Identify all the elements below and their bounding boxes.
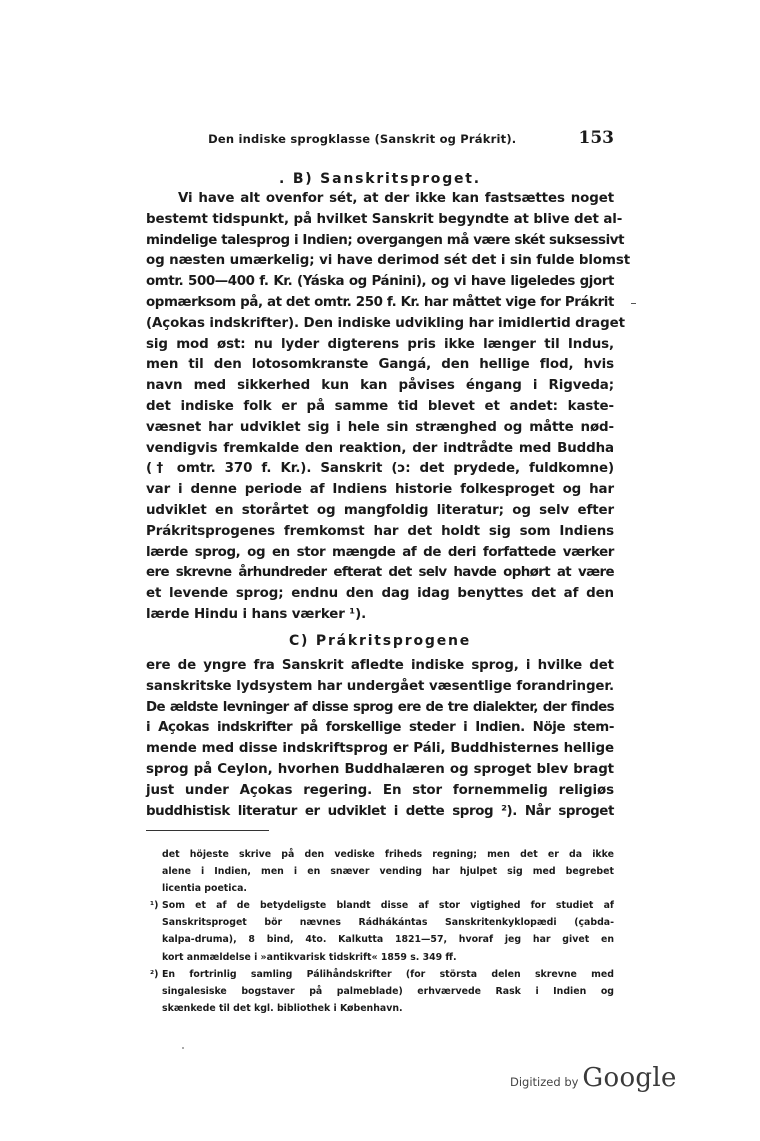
footnote-line: kalpa-druma), 8 bind, 4to. Kalkutta 1821—57, hvoraf jeg har givet en [162,934,614,946]
paragraph-prakrit [146,656,614,822]
margin-mark [631,303,636,304]
footnote-2-line [150,966,614,983]
text-line: buddhistisk literatur er udviklet i dette sprog ²). Når sproget [146,803,614,819]
text-line: Prákritsprogenes fremkomst har det holdt sig som Indiens [146,523,614,539]
footnote-1-line [150,897,614,914]
digitization-watermark [510,1063,677,1093]
text-line: just under Açokas regering. En stor fornemmelig religiøs [146,782,614,798]
text-line: De ældste levninger af disse sprog ere de tre dialekter, der findes [146,699,614,715]
scan-speck [182,1047,184,1049]
footnote-line: det höjeste skrive på den vediske friheds regning; men det er da ikke [162,849,614,860]
text-line: men til den lotosomkranste Gangá, den hellige flod, hvis [146,357,614,373]
text-line: vendigvis fremkalde den reaktion, der indtrådte med Buddha [146,440,614,456]
footnote-1-marker: ¹) [150,900,159,912]
text-line: sprog på Ceylon, hvorhen Buddhalæren og sproget blev bragt [146,761,614,777]
text-line: bestemt tidspunkt, på hvilket Sanskrit begyndte at blive det al- [146,211,623,227]
footnotes [150,846,614,1017]
text-line: og næsten umærkelig; vi have derimod sét det i sin fulde blomst [146,253,631,269]
text-line: opmærksom på, at det omtr. 250 f. Kr. har måttet vige for Prákrit [146,294,614,310]
footnote-line: licentia poetica. [162,883,247,895]
footnote-line: Sanskritsproget bör nævnes Rádhákántas Sanskritenkyklopædi (çabda- [162,917,614,929]
footnote-line: skænkede til det kgl. bibliothek i København. [162,1002,403,1014]
footnote-1-text: Som et af de betydeligste blandt disse af stor vigtighed for studiet af [162,900,614,912]
text-line: var i denne periode af Indiens historie folkesproget og har [146,482,614,498]
page-number: 153 [578,128,614,148]
text-line: sig mod øst: nu lyder digterens pris ikke længer til Indus, [146,336,614,352]
google-logo: Google [582,1063,677,1093]
text-line: Vi have alt ovenfor sét, at der ikke kan fastsættes noget [178,191,614,206]
text-line: udviklet en storårtet og mangfoldig literatur; og selv efter [146,502,614,518]
section-heading-sanskrit: . B) Sanskritsproget. [279,171,481,187]
text-line: i Açokas indskrifter på forskellige steder i Indien. Nöje stem- [146,720,614,736]
text-line: mindelige talesprog i Indien; overgangen må være skét suksessivt [146,232,625,248]
text-line: navn med sikkerhed kun kan påvises éngang i Rigveda; [146,378,614,394]
footnote-line: alene i Indien, men i en snæver vending har hjulpet sig med begrebet [162,866,614,878]
running-head [146,128,614,148]
text-line: væsnet har udviklet sig i hele sin strænghed og måtte nød- [146,419,614,435]
text-line: († omtr. 370 f. Kr.). Sanskrit (ɔ: det prydede, fuldkomne) [146,461,614,477]
paragraph-sanskrit [146,189,631,626]
text-line: (Açokas indskrifter). Den indiske udvikling har imidlertid draget [146,315,625,331]
section-heading-prakrit: C) Prákritsprogene [288,633,472,649]
text-line: lærde sprog, og en stor mængde af de deri forfattede værker [146,544,614,560]
text-line: et levende sprog; endnu den dag idag benyttes det af den [146,586,614,602]
running-title: Den indiske sprogklasse (Sanskrit og Prákrit). [208,132,517,146]
text-line: ere skrevne århundreder efterat det selv havde ophørt at være [146,565,614,581]
footnote-divider [146,830,269,831]
text-line: mende med disse indskriftsprog er Páli, Buddhisternes hellige [146,741,614,757]
text-line: lærde Hindu i hans værker ¹). [146,606,367,622]
footnote-2-marker: ²) [150,968,159,980]
watermark-label: Digitized by [510,1075,579,1089]
text-line: sanskritske lydsystem har undergået væsentlige forandringer. [146,678,614,694]
footnote-line: kort anmældelse i »antikvarisk tidskrift« 1859 s. 349 ff. [162,951,457,963]
text-line: ere de yngre fra Sanskrit afledte indiske sprog, i hvilke det [146,658,614,673]
footnote-line: singalesiske bogstaver på palmeblade) erhværvede Rask i Indien og [162,985,614,997]
footnote-2-text: En fortrinlig samling Pálihåndskrifter (for största delen skrevne med [162,968,614,980]
text-line: omtr. 500—400 f. Kr. (Yáska og Pánini), og vi have ligeledes gjort [146,274,614,290]
text-line: det indiske folk er på samme tid blevet et andet: kaste- [146,398,614,414]
